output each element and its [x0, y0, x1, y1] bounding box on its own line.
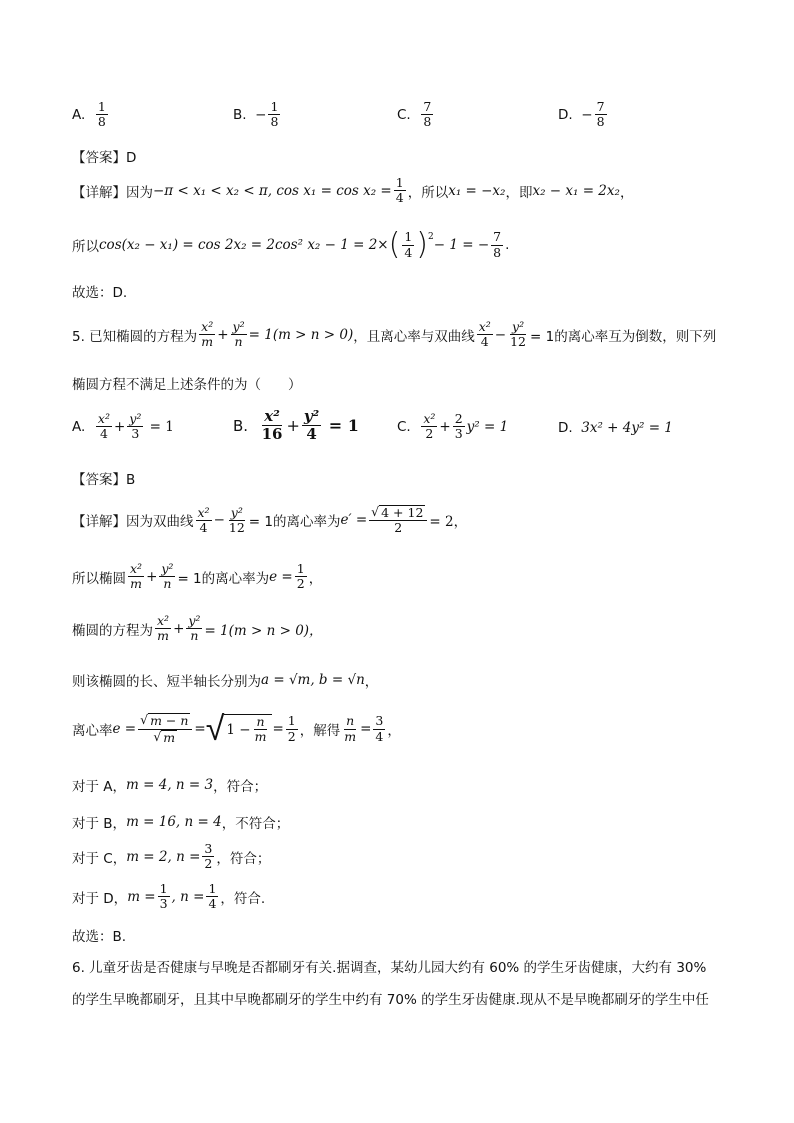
- option-label: B.: [233, 416, 249, 435]
- text: ，即: [505, 184, 533, 201]
- numerator: x²: [157, 613, 170, 628]
- numerator: 7: [423, 99, 432, 114]
- numerator: 1: [404, 229, 413, 245]
- fraction: [196, 506, 212, 536]
- text: 对于 B，: [72, 816, 127, 832]
- numerator: 1: [287, 713, 296, 729]
- denominator: 12: [228, 519, 245, 535]
- denominator: √ m: [153, 728, 176, 745]
- equals: =: [272, 721, 284, 737]
- fraction: [595, 100, 607, 130]
- q6-line1: 6. 儿童牙齿是否健康与早晚是否都刷牙有关.据调查，某幼儿园大约有 60% 的学生牙齿健康，大约有 30%: [72, 960, 707, 976]
- math-expression: , n =: [171, 888, 205, 905]
- fraction: [369, 505, 427, 536]
- option-label: A.: [72, 418, 86, 435]
- q5-choose: 故选：B.: [72, 929, 127, 945]
- denominator: 2: [287, 728, 296, 744]
- q5-detail-line5: 离心率 e = √ m − n √ m = √ 1 − $\frac{n}{m}$ = $\frac{1}{2}$ ，解得 $\frac{n}{m}$ = $\frac{3}{4}$ ，: [72, 709, 401, 749]
- math-expression: m = 2, n =: [126, 848, 201, 865]
- text: ，且离心率与双曲线: [353, 328, 475, 345]
- q4-option-b: [233, 100, 282, 130]
- text: 离心率: [72, 723, 113, 739]
- text: 所以: [72, 239, 99, 255]
- q4-detail-line1: [72, 176, 633, 206]
- numerator: 1: [296, 561, 305, 576]
- denominator: 8: [493, 244, 502, 260]
- text: ，解得: [299, 723, 341, 739]
- fraction: [128, 562, 144, 592]
- text: 对于 D，: [72, 890, 128, 907]
- denominator: n: [190, 628, 199, 644]
- denominator: n: [234, 334, 243, 350]
- fraction: [138, 713, 192, 745]
- q5-check-a: [72, 775, 267, 795]
- denominator: 2: [394, 520, 403, 536]
- numerator: x²: [201, 319, 214, 334]
- fraction: [491, 230, 503, 260]
- numerator: x²: [130, 561, 143, 576]
- fraction: [96, 412, 112, 442]
- fraction: [295, 562, 307, 592]
- q5-option-d: [558, 420, 673, 436]
- denominator: 2: [204, 856, 213, 872]
- text: ，: [619, 184, 634, 201]
- fraction: [155, 614, 171, 644]
- numerator: 3: [204, 841, 213, 856]
- denominator: 4: [306, 425, 317, 444]
- math-expression: cos(x₂ − x₁) = cos 2x₂ = 2cos² x₂ − 1 = 2×: [99, 237, 389, 253]
- sqrt: √ 4 + 12: [371, 504, 424, 520]
- numerator: x²: [97, 411, 110, 426]
- minus-sign: −: [581, 106, 593, 123]
- q5-option-b: B. $\frac{\text{x²}}{16}$ + $\frac{\text{y²}}{4}$ = 1: [233, 407, 359, 444]
- fraction: [508, 320, 528, 350]
- option-label: A.: [72, 106, 86, 123]
- numerator: x²: [264, 407, 280, 425]
- fraction: [158, 882, 170, 912]
- text: ，: [308, 570, 323, 587]
- fraction: [231, 320, 247, 350]
- math-expression: m = 4, n = 3: [126, 777, 214, 793]
- fraction: [477, 320, 493, 350]
- fraction: [373, 714, 385, 744]
- text: ，: [364, 674, 379, 690]
- fraction: [159, 562, 175, 592]
- numerator: x²: [423, 411, 436, 426]
- numerator: 1: [159, 881, 168, 896]
- fraction: [268, 100, 280, 130]
- q5-detail-line3: 椭圆的方程为 $\frac{\text{x²}}{m}$ + $\frac{\text{y²}}{n}$ = 1(m > n > 0)，: [72, 613, 323, 644]
- radicand: m: [163, 729, 176, 745]
- left-paren: (: [388, 227, 401, 262]
- fraction: [453, 412, 465, 442]
- numerator: y²: [129, 411, 142, 426]
- numerator: y²: [188, 613, 201, 628]
- numerator: y²: [230, 504, 243, 520]
- option-label: B.: [233, 106, 247, 123]
- q5-check-b: [72, 812, 289, 832]
- text: 5. 已知椭圆的方程为: [72, 328, 198, 345]
- option-label: D.: [558, 420, 573, 436]
- numerator: n: [346, 713, 355, 729]
- fraction: [342, 714, 358, 744]
- option-label: D.: [558, 106, 573, 123]
- math-expression: x₂ − x₁ = 2x₂: [532, 182, 620, 199]
- fraction: [186, 614, 202, 644]
- numerator: √ m − n: [138, 713, 192, 729]
- math-expression: 3x² + 4y² = 1: [581, 420, 673, 436]
- q5-detail-line2: 所以椭圆 $\frac{\text{x²}}{m}$ + $\frac{\text{y²}}{n}$ = 1的离心率为 e = $\frac{1}{2}$ ，: [72, 561, 323, 592]
- q4-option-c: [397, 100, 435, 130]
- numerator: 2: [454, 411, 463, 426]
- q4-option-d: [558, 100, 609, 130]
- numerator: 1: [208, 881, 217, 896]
- minus-sign: −: [255, 106, 267, 123]
- q5-detail-line4: [72, 670, 378, 690]
- denominator: 4: [199, 519, 208, 535]
- math-expression: e =: [269, 568, 293, 585]
- denominator: 4: [480, 334, 489, 350]
- text: ，所以: [407, 184, 449, 201]
- denominator: 16: [261, 425, 283, 444]
- math-expression: e′ =: [340, 512, 368, 529]
- q5-option-a: A. $\frac{\text{x²}}{4}$ + $\frac{\text{y²}}{3}$ = 1: [72, 411, 174, 442]
- text: 【详解】因为: [72, 184, 153, 201]
- denominator: m: [344, 728, 357, 744]
- denominator: m: [157, 628, 169, 644]
- math-expression: m =: [127, 888, 156, 905]
- denominator: m: [201, 334, 214, 350]
- fraction: [199, 320, 215, 350]
- text: ，: [387, 723, 401, 739]
- text: 则该椭圆的长、短半轴长分别为: [72, 674, 261, 690]
- q5-stem-line2: 椭圆方程不满足上述条件的为（ ）: [72, 377, 302, 393]
- numerator: x²: [478, 319, 491, 334]
- q5-stem-line1: 5. 已知椭圆的方程为 $\frac{\text{x²}}{m}$ + $\frac{\text{y²}}{n}$ = 1(m > n > 0) ，且离心率与双曲线 $\frac{\text{x²}}{4}$ − $\frac{\text{y²}}{12}$ = 1的离心率互为倒数，则下列: [72, 319, 717, 350]
- math-expression: = 1(m > n > 0): [248, 326, 354, 343]
- denominator: 2: [296, 576, 305, 592]
- radicand: m − n: [150, 713, 189, 729]
- text: ，不符合；: [221, 816, 290, 832]
- fraction: [286, 714, 298, 744]
- fraction: [394, 176, 406, 206]
- text: = 1的离心率为: [248, 514, 341, 531]
- q4-answer: 【答案】D: [72, 150, 137, 166]
- numerator: n: [256, 713, 265, 729]
- text: ，符合；: [216, 850, 271, 867]
- numerator: y²: [303, 407, 320, 425]
- fraction: [402, 230, 414, 260]
- numerator: 1: [97, 99, 106, 114]
- denominator: 2: [425, 426, 434, 442]
- text: = 1的离心率互为倒数，则下列: [530, 328, 717, 345]
- fraction: [96, 100, 108, 130]
- numerator: 3: [375, 713, 384, 729]
- q4-option-a: [72, 100, 110, 130]
- sqrt: √ 1 − $\frac{n}{m}$: [206, 712, 273, 746]
- q5-answer: 【答案】B: [72, 472, 136, 488]
- denominator: 4: [404, 244, 413, 260]
- q4-choose: 故选：D.: [72, 285, 128, 301]
- fraction: [260, 408, 285, 444]
- fraction: [302, 408, 321, 444]
- text: 【详解】因为双曲线: [72, 514, 194, 531]
- denominator: 8: [423, 114, 432, 130]
- denominator: 3: [454, 426, 463, 442]
- numerator: x²: [197, 504, 210, 520]
- q4-detail-line2: 所以 cos(x₂ − x₁) = cos 2x₂ = 2cos² x₂ − 1 = 2× ( $\frac{1}{4}$ ) $^2$ − 1 = − $\frac{7}{8}$ .: [72, 227, 510, 262]
- denominator: 4: [395, 190, 404, 206]
- option-label: C.: [397, 418, 411, 435]
- numerator: 7: [493, 229, 502, 245]
- equals: =: [194, 721, 206, 737]
- numerator: y²: [161, 561, 174, 576]
- radicand: 4 + 12: [381, 505, 424, 520]
- q5-detail-line1: 【详解】因为双曲线 $\frac{\text{x²}}{4}$ − $\frac{\text{y²}}{12}$ = 1的离心率为 e′ = √ 4 + 12 2 = 2，: [72, 504, 468, 536]
- text: = 1的离心率为: [177, 570, 270, 587]
- text: 对于 C，: [72, 850, 127, 867]
- numerator: y²: [232, 319, 245, 334]
- denominator: m: [130, 576, 142, 592]
- denominator: 3: [159, 896, 168, 912]
- math-expression: a = √m, b = √n: [261, 672, 365, 688]
- fraction: [253, 715, 269, 745]
- denominator: 12: [510, 334, 527, 350]
- numerator: 7: [596, 99, 605, 114]
- text: 椭圆的方程为: [72, 622, 153, 639]
- fraction: [421, 100, 433, 130]
- fraction: [127, 412, 143, 442]
- denominator: 4: [375, 728, 384, 744]
- q5-check-d: [72, 882, 265, 912]
- math-expression: = 1(m > n > 0)，: [204, 622, 323, 639]
- option-label: C.: [397, 106, 411, 123]
- text: 所以椭圆: [72, 570, 126, 587]
- numerator: 1: [270, 99, 279, 114]
- math-expression: = 2，: [429, 514, 468, 531]
- denominator: 8: [97, 114, 106, 130]
- math-expression: −π < x₁ < x₂ < π, cos x₁ = cos x₂ =: [153, 182, 392, 199]
- text: 对于 A，: [72, 779, 127, 795]
- text: ，符合.: [220, 890, 266, 907]
- text: ，符合；: [213, 779, 268, 795]
- numerator: 1: [395, 175, 404, 190]
- denominator: 3: [131, 426, 140, 442]
- denominator: 8: [596, 114, 605, 130]
- fraction: [206, 882, 218, 912]
- denominator: 4: [208, 896, 217, 912]
- q5-check-c: [72, 842, 270, 872]
- denominator: 8: [270, 114, 279, 130]
- fraction: [227, 506, 247, 536]
- math-expression: − 1 = −: [433, 237, 490, 253]
- fraction: [202, 842, 214, 872]
- q6-line2: 的学生早晚都刷牙，且其中早晚都刷牙的学生中约有 70% 的学生牙齿健康.现从不是早晚都刷牙的学生中任: [72, 992, 709, 1008]
- denominator: n: [163, 576, 172, 592]
- q5-option-c: C. $\frac{\text{x²}}{2}$ + $\frac{2}{3}$ y² = 1: [397, 411, 509, 442]
- exponent: 2: [428, 232, 434, 242]
- fraction: [421, 412, 437, 442]
- math-expression: e =: [112, 721, 137, 737]
- denominator: m: [254, 729, 267, 744]
- right-paren: ): [416, 227, 429, 262]
- math-expression: m = 16, n = 4: [126, 814, 222, 830]
- denominator: 4: [99, 426, 108, 442]
- math-expression: x₁ = −x₂: [448, 182, 506, 199]
- numerator: y²: [512, 319, 525, 334]
- numerator: [369, 505, 427, 521]
